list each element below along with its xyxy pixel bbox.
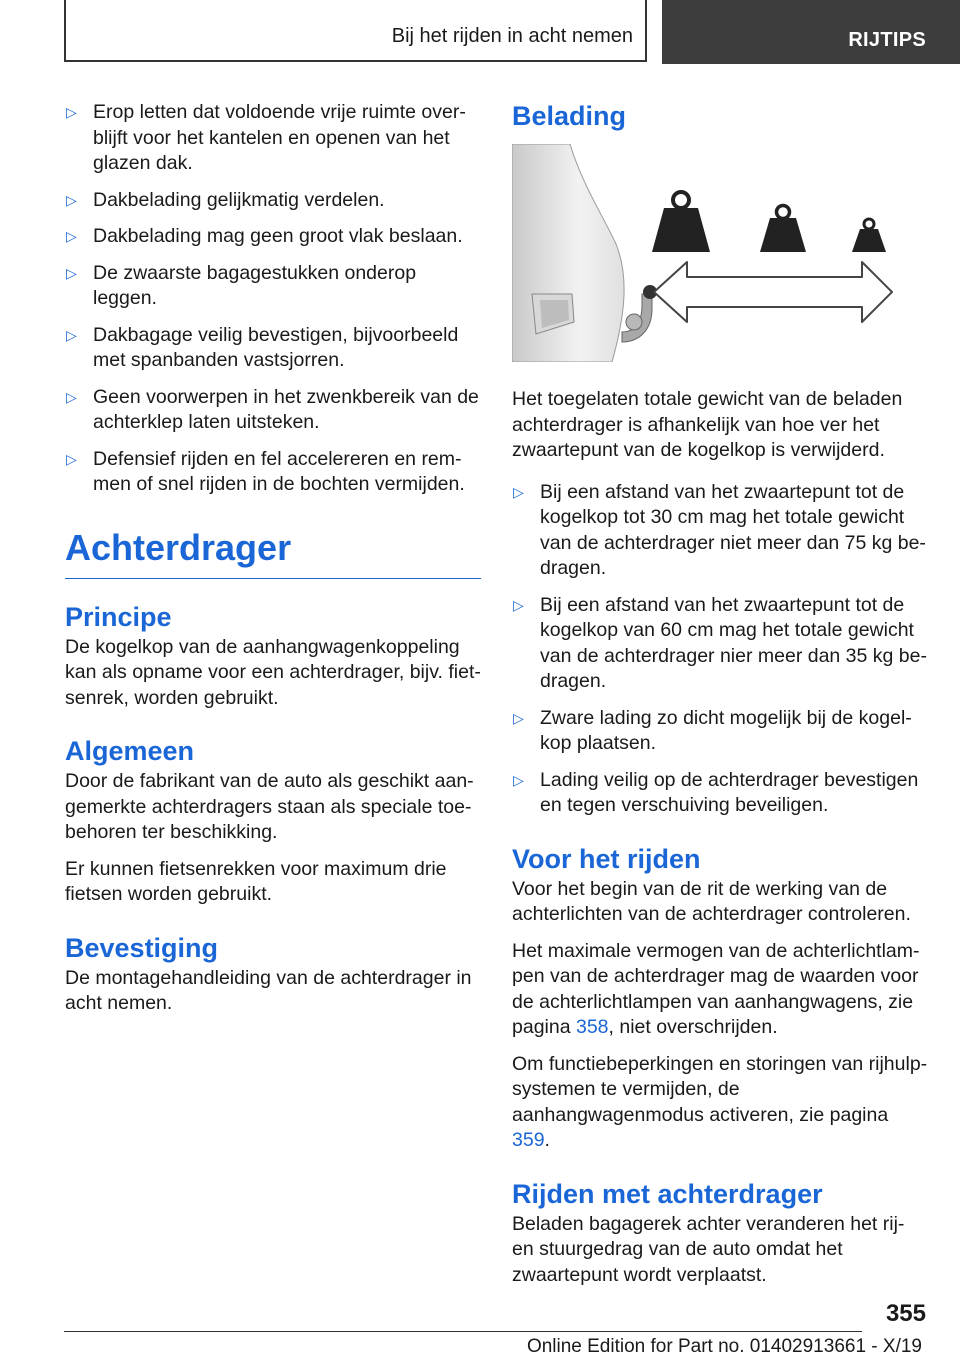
subheading-algemeen: Algemeen	[65, 736, 195, 766]
triangle-right-icon: ▷	[66, 264, 77, 281]
subheading-belading: Belading	[512, 101, 627, 131]
paragraph-algemeen-1: Door de fabrikant van de auto als geschikt aangemerkte achterdragers staan als speciale toebehoren ter beschikking.	[65, 770, 474, 843]
triangle-right-icon: ▷	[66, 191, 77, 208]
roof-load-bullet-list	[65, 100, 481, 498]
paragraph-voor-het-rijden-1: Voor het begin van de rit de werking van de achterlichten van de achterdrager controleren.	[512, 877, 911, 925]
paragraph-belading: Het toegelaten totale gewicht van de beladen achterdrager is afhankelijk van hoe ver het zwaartepunt van de kogelkop is verwijderd.	[512, 388, 903, 461]
weight-large-icon	[652, 192, 710, 252]
paragraph-bevestiging: De montagehandleiding van de achterdrager in acht nemen.	[65, 966, 472, 1014]
belading-bullet-list	[512, 480, 928, 819]
list-item: ▷ Dakbelading mag geen groot vlak beslaan.	[65, 224, 481, 250]
weight-medium-icon	[760, 206, 806, 253]
triangle-right-icon: ▷	[513, 483, 524, 500]
header-chapter-tab	[662, 0, 960, 64]
subheading-voor-het-rijden: Voor het rijden	[512, 843, 701, 874]
header-section-title: Bij het rijden in acht nemen	[391, 25, 633, 47]
list-item: ▷ Lading veilig op de achterdrager bevestigen en tegen verschuiving beveiligen.	[513, 768, 919, 816]
subheading-rijden-met-achterdrager: Rijden met achterdrager	[512, 1178, 823, 1209]
subheading-principe: Principe	[65, 601, 172, 632]
list-item: ▷ Erop letten dat voldoende vrije ruimte overblijft voor het kantelen en openen van het glazen dak.	[66, 101, 466, 174]
triangle-right-icon: ▷	[513, 709, 524, 726]
right-column	[512, 100, 928, 1299]
paragraph-voor-het-rijden-2: Het maximale vermogen van de achterlichtlampen van de achterdrager mag de waarden voor de achterlichtlampen van aanhangwagens, zie pagina 358, niet overschrijden.	[512, 939, 920, 1038]
list-item: ▷ Defensief rijden en fel accelereren en remmen of snel rijden in de bochten vermijden.	[66, 447, 465, 495]
footer-edition: Online Edition for Part no. 01402913661 - X/19	[526, 1336, 922, 1357]
section-heading-achterdrager: Achterdrager	[65, 528, 481, 579]
paragraph-voor-het-rijden-3: Om functiebeperkingen en storingen van rijhulpsystemen te vermijden, de aanhangwagenmodus activeren, zie pagina 359.	[512, 1052, 928, 1151]
weight-small-icon	[852, 219, 886, 252]
page-link-359[interactable]: 359	[512, 1129, 545, 1151]
list-item: ▷ Zware lading zo dicht mogelijk bij de kogelkop plaatsen.	[513, 706, 912, 754]
page-number: 355	[885, 1300, 926, 1327]
paragraph-algemeen-2: Er kunnen fietsenrekken voor maximum drie fietsen worden gebruikt.	[65, 857, 447, 905]
list-item: ▷ Dakbelading gelijkmatig verdelen.	[65, 188, 481, 214]
triangle-right-icon: ▷	[66, 326, 77, 343]
list-item: ▷ De zwaarste bagagestukken onderop leggen.	[66, 261, 417, 309]
triangle-right-icon: ▷	[66, 450, 77, 467]
subheading-bevestiging: Bevestiging	[65, 932, 219, 963]
list-item: ▷ Geen voorwerpen in het zwenkbereik van de achterklep laten uitsteken.	[66, 385, 479, 433]
list-item: ▷ Bij een afstand van het zwaartepunt tot de kogelkop van 60 cm mag het totale gewicht van de achterdrager nier meer dan 35 kg bedragen.	[513, 593, 927, 692]
paragraph-principe: De kogelkop van de aanhangwagenkoppeling kan als opname voor een achterdrager, bijv. fietsenrek, worden gebruikt.	[65, 635, 481, 709]
list-item: ▷ Dakbagage veilig bevestigen, bijvoorbeeld met spanbanden vastsjorren.	[66, 323, 459, 371]
list-item: ▷ Bij een afstand van het zwaartepunt tot de kogelkop tot 30 cm mag het totale gewicht van de achterdrager niet meer dan 75 kg bedragen.	[513, 480, 926, 579]
header-section-box	[64, 0, 647, 62]
triangle-right-icon: ▷	[66, 104, 77, 120]
triangle-right-icon: ▷	[66, 388, 77, 405]
load-distribution-illustration	[512, 144, 894, 362]
paragraph-rijden-met-achterdrager: Beladen bagagerek achter veranderen het rij- en stuurgedrag van de auto omdat het zwaartepunt wordt verplaatst.	[512, 1212, 905, 1286]
footer-divider	[64, 1331, 862, 1332]
left-column	[65, 100, 481, 1028]
triangle-right-icon: ▷	[513, 596, 524, 613]
triangle-right-icon: ▷	[66, 228, 77, 244]
header-chapter-title: RIJTIPS	[848, 29, 926, 51]
triangle-right-icon: ▷	[513, 771, 524, 788]
page-link-358[interactable]: 358	[575, 1016, 609, 1038]
